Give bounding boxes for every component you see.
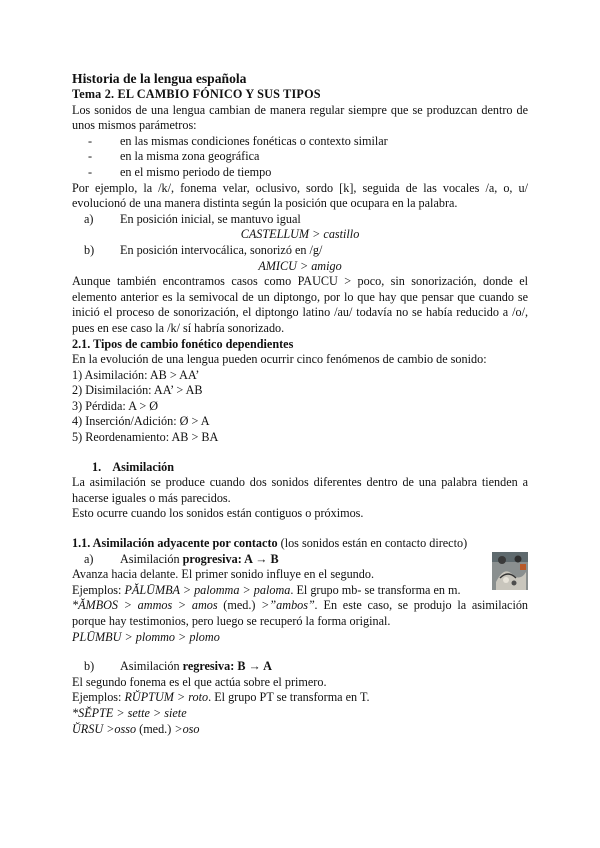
asimilacion-contiguity: Esto ocurre cuando los sonidos están contiguos o próximos. xyxy=(72,506,364,521)
progresiva-label: Asimilación xyxy=(120,551,180,566)
paucu-paragraph: Aunque también encontramos casos como PAUCU > poco, sin sonorización, donde el elemento anterior es la semivocal de un diptongo, por lo que hay que pensar que cuando se inició el proceso de sonorización, el diptongo latino /au/ todavía no se había reducido a /o/, pues en ese caso la /k/ sí habría sonorizado. xyxy=(72,274,528,335)
septe-example: *SĔPTE > sette > siete xyxy=(72,705,187,720)
heading-number: 1. xyxy=(92,459,102,474)
section-1-1-title: 1.1. Asimilación adyacente por contacto xyxy=(72,536,278,551)
regresiva-example xyxy=(72,690,528,706)
plumbu-example: PLŪMBU > plommo > plomo xyxy=(72,629,220,644)
regresiva-label: Asimilación xyxy=(120,659,180,674)
phenomenon-item: 4) Inserción/Adición: Ø > A xyxy=(72,414,210,429)
document-page xyxy=(72,70,528,737)
asimilacion-definition: La asimilación se produce cuando dos sonidos diferentes dentro de una palabra tienden a hacerse iguales o más parecidos. xyxy=(72,475,528,505)
example-med: (med.) xyxy=(223,598,256,613)
list-marker: b) xyxy=(84,242,95,257)
progresiva-formula: : A → B xyxy=(237,551,279,566)
example-paragraph: Por ejemplo, la /k/, fonema velar, oclusivo, sordo [k], seguida de las vocales /a, o, u/ evolucionó de una manera distinta según la posición que ocupara en la palabra. xyxy=(72,180,528,211)
example-tail: . El grupo mb- se transforma en m. xyxy=(290,582,461,597)
topic-title: Tema 2. EL CAMBIO FÓNICO Y SUS TIPOS xyxy=(72,87,321,101)
progresiva-example xyxy=(72,583,528,599)
example-word: *ĂMBOS > ammos > amos xyxy=(72,598,218,613)
example-word: ŬRSU >osso xyxy=(72,721,137,736)
progresiva-block xyxy=(72,552,528,646)
example-word: RŬPTUM > roto xyxy=(124,690,209,705)
list-item: - en la misma zona geográfica xyxy=(88,149,528,165)
position-b-text: En posición intervocálica, sonorizó en /g/ xyxy=(120,242,323,257)
example-tail: En este caso, se produjo la asimilación porque hay testimonios, pero luego se recuperó la forma original. xyxy=(72,598,529,628)
section-2-1-heading: 2.1. Tipos de cambio fonético dependientes xyxy=(72,336,294,351)
regresiva-description: El segundo fonema es el que actúa sobre el primero. xyxy=(72,674,327,689)
regresiva-type: regresiva xyxy=(182,659,231,674)
phenomenon-item: 5) Reordenamiento: AB > BA xyxy=(72,430,219,445)
example-lead: Ejemplos: xyxy=(72,690,122,705)
example-word: >oso xyxy=(174,721,200,736)
progresiva-description: Avanza hacia delante. El primer sonido influye en el segundo. xyxy=(72,567,374,582)
position-a-text: En posición inicial, se mantuvo igual xyxy=(120,211,301,226)
position-a xyxy=(84,212,528,228)
phenomenon-item: 2) Disimilación: AA’ > AB xyxy=(72,383,203,398)
phenomenon-item: 1) Asimilación: AB > AA’ xyxy=(72,367,200,382)
example-med: (med.) xyxy=(139,721,172,736)
asimilacion-heading xyxy=(92,460,528,476)
ambos-example xyxy=(72,598,528,629)
ursu-example xyxy=(72,722,528,738)
position-b xyxy=(84,243,528,259)
list-item: - en las mismas condiciones fonéticas o contexto similar xyxy=(88,134,528,150)
regresiva-formula: : B → A xyxy=(230,659,272,674)
illustration-image xyxy=(492,552,528,590)
list-marker: a) xyxy=(84,551,94,566)
progresiva-type: progresiva xyxy=(182,551,238,566)
phenomenon-item: 3) Pérdida: A > Ø xyxy=(72,398,159,413)
section-1-1-heading xyxy=(72,536,528,552)
conditions-list xyxy=(72,134,528,181)
list-marker: a) xyxy=(84,211,94,226)
intro-paragraph: Los sonidos de una lengua cambian de manera regular siempre que se produzcan dentro de unos mismos parámetros: xyxy=(72,102,528,133)
list-marker: b) xyxy=(84,659,95,674)
heading-text: Asimilación xyxy=(112,459,174,474)
position-a-example: CASTELLUM > castillo xyxy=(240,227,360,242)
regresiva-heading xyxy=(84,659,528,675)
section-2-1-intro: En la evolución de una lengua pueden ocurrir cinco fenómenos de cambio de sonido: xyxy=(72,352,487,367)
document-title: Historia de la lengua española xyxy=(72,71,247,86)
list-item: - en el mismo periodo de tiempo xyxy=(88,165,528,181)
example-lead: Ejemplos: xyxy=(72,582,122,597)
position-b-example: AMICU > amigo xyxy=(258,258,342,273)
progresiva-heading xyxy=(84,552,528,568)
example-tail: . El grupo PT se transforma en T. xyxy=(208,690,370,705)
section-1-1-note: (los sonidos están en contacto directo) xyxy=(280,536,468,551)
example-word: PĂLŪMBA > palomma > paloma xyxy=(124,582,291,597)
example-word: >”ambos”. xyxy=(261,598,318,613)
